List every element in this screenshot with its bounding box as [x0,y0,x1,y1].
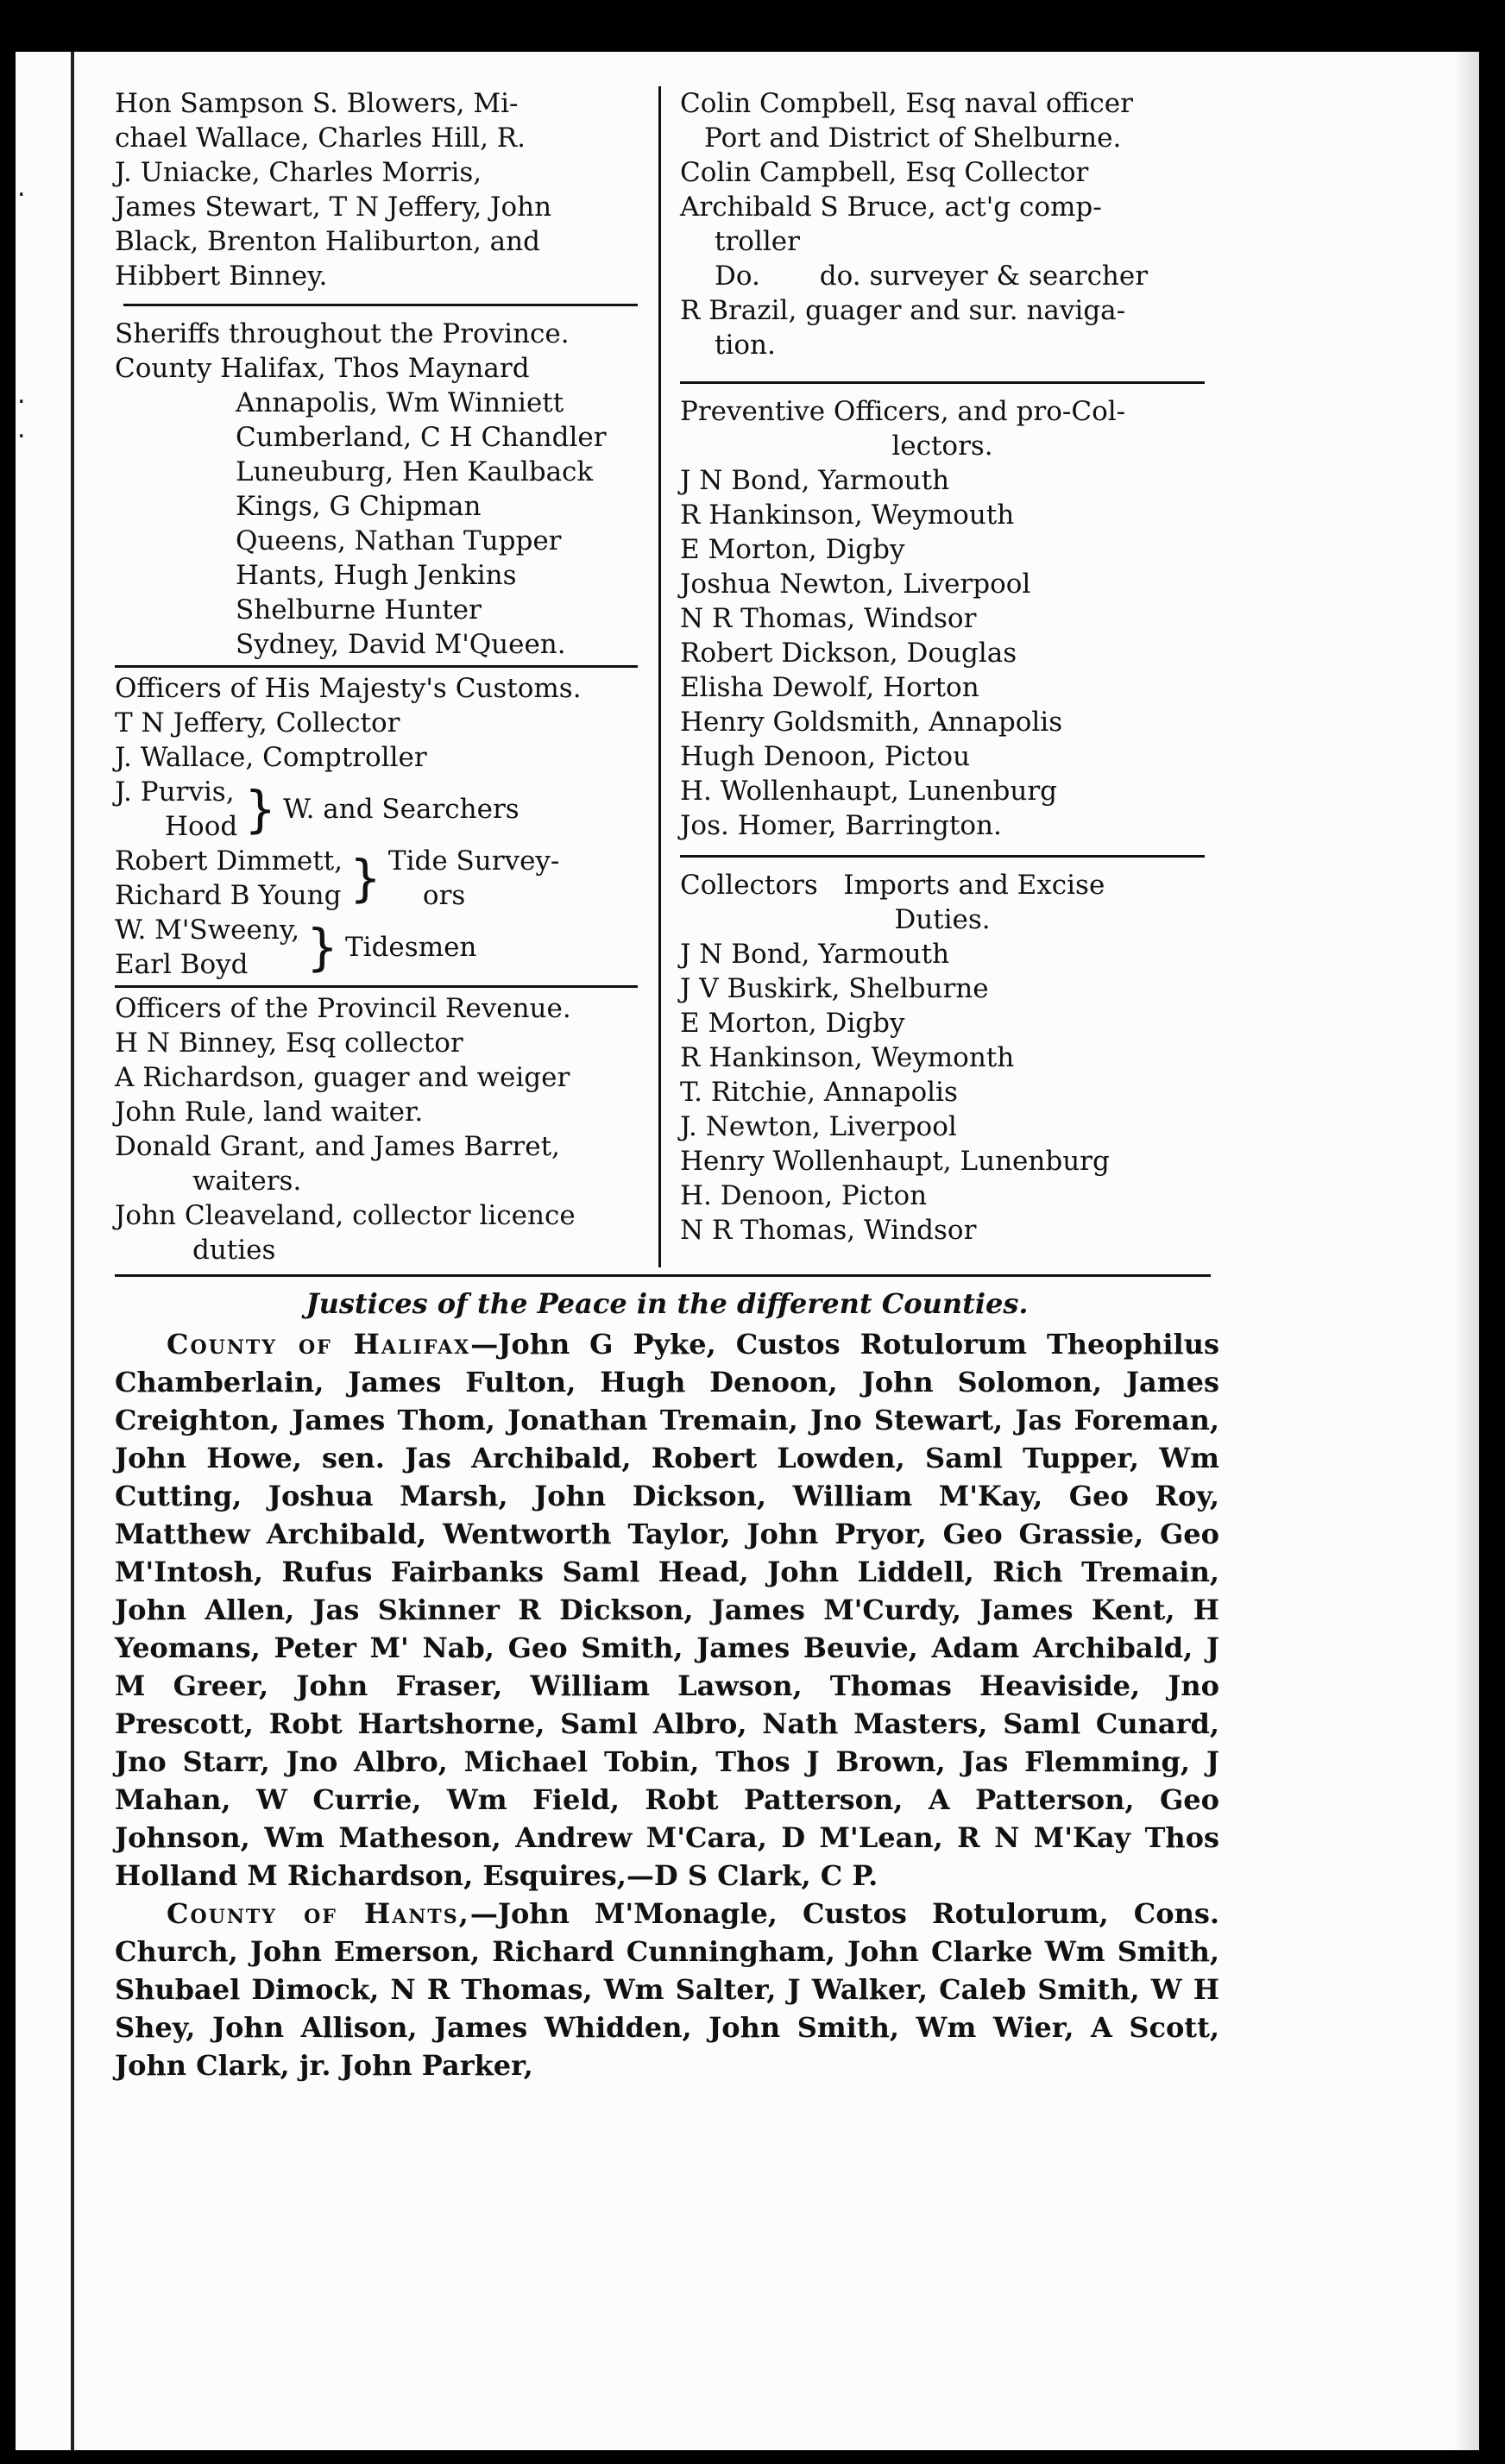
collectors-entry: E Morton, Digby [680,1008,905,1039]
collectors-entry: J. Newton, Liverpool [680,1111,957,1142]
section-divider [115,665,638,668]
preventive-entry: Hugh Denoon, Pictou [680,741,971,772]
customs-name: W. M'Sweeny, [115,915,300,946]
sheriff-entry: Sydney, David M'Queen. [236,629,566,660]
judges-line: Hibbert Binney. [115,261,328,292]
justices-list: —John G Pyke, Custos Rotulorum Theophilus Chamberlain, James Fulton, Hugh Denoon, John Solomon, James Creighton, James Thom, Jonathan Tremain, Jno Stewart, Jas Foreman, John Howe, sen. Jas Archibald, Robert Lowden, Saml Tupper, Wm Cutting, Joshua Marsh, John Dickson, William M'Kay, Geo Roy, Matthew Archibald, Wentworth Taylor, John Pryor, Geo Grassie, Geo M'Intosh, Rufus Fairbanks Saml Head, John Liddell, Rich Tremain, John Allen, Jas Skinner R Dickson, James M'Curdy, James Kent, H Yeomans, Peter M' Nab, Geo Smith, James Beuvie, Adam Archibald, J M Greer, John Fraser, William Lawson, Thomas Heaviside, Jno Prescott, Robt Hartshorne, Saml Albro, Nath Masters, Saml Cunard, Jno Starr, Jno Albro, Michael Tobin, Thos J Brown, Jas Flemming, J Mahan, W Currie, Wm Field, Robt Patterson, A Patterson, Geo Johnson, Wm Matheson, Andrew M'Cara, D M'Lean, R N M'Kay Thos Holland M Richardson, Esquires,—D S Clark, C P. [115,1328,1219,1892]
left-column [115,86,658,1267]
preventive-entry: Robert Dickson, Douglas [680,638,1017,669]
customs-group-names [115,844,343,913]
right-column [661,86,1205,1267]
customs-group [115,913,643,982]
provincial-entry: A Richardson, guager and weiger [115,1062,570,1093]
judges-line: Hon Sampson S. Blowers, Mi- [115,88,519,119]
brace-icon: } [244,780,277,839]
provincial-entry: Donald Grant, and James Barret, [115,1131,560,1162]
justices-list: —John M'Monagle, Custos Rotulorum, Cons. Church, John Emerson, Richard Cunningham, John Clarke Wm Smith, Shubael Dimock, N R Thomas, Wm Salter, J Walker, Caleb Smith, W H Shey, John Allison, James Whidden, John Smith, Wm Wier, A Scott, John Clark, jr. John Parker, [115,1897,1219,2082]
shelburne-entry: Archibald S Bruce, act'g comp- [680,192,1102,223]
shelburne-entry: Do. do. surveyer & searcher [715,261,1149,292]
preventive-entry: H. Wollenhaupt, Lunenburg [680,776,1058,807]
collectors-heading: Collectors Imports and Excise [680,870,1105,901]
customs-block [115,671,643,982]
customs-name: Hood [165,811,238,842]
preventive-entry: Henry Goldsmith, Annapolis [680,707,1063,738]
page-binding-line [71,52,74,2450]
preventive-entry: Joshua Newton, Liverpool [680,569,1031,600]
sheriff-entry: Queens, Nathan Tupper [236,525,562,556]
provincial-entry: duties [192,1235,276,1266]
margin-mark: . [17,414,26,444]
preventive-entry: Elisha Dewolf, Horton [680,672,979,703]
preventive-heading: Preventive Officers, and pro-Col- [680,396,1126,427]
sheriffs-heading: Sheriffs throughout the Province. [115,318,570,349]
customs-name: J. Purvis, [115,776,235,808]
customs-group [115,775,643,844]
collectors-entry: N R Thomas, Windsor [680,1215,977,1246]
preventive-entry: R Hankinson, Weymouth [680,500,1015,531]
sheriffs-block [115,317,643,662]
sheriff-entry: Hants, Hugh Jenkins [236,560,517,591]
shelburne-entry: Colin Campbell, Esq Collector [680,157,1089,188]
hants-justices-paragraph [115,1895,1219,2084]
sheriff-entry: Shelburne Hunter [236,594,482,625]
customs-role: W. and Searchers [283,794,520,825]
customs-name: Earl Boyd [115,949,249,980]
customs-role: Tide Survey- [387,845,560,877]
provincial-heading: Officers of the Provincil Revenue. [115,993,571,1024]
section-divider [680,381,1205,384]
section-divider [115,985,638,988]
page-edge-shadow [1453,52,1479,2450]
preventive-entry: N R Thomas, Windsor [680,603,977,634]
shelburne-entry: tion. [715,330,776,361]
preventive-block [680,394,1205,843]
customs-entry: J. Wallace, Comptroller [115,742,427,773]
preventive-entry: E Morton, Digby [680,534,905,565]
customs-entry: T N Jeffery, Collector [115,707,400,739]
customs-group-names [115,775,237,844]
collectors-entry: H. Denoon, Picton [680,1180,928,1211]
margin-mark: . [17,380,26,410]
collectors-heading: Duties. [894,904,991,935]
sheriff-entry: Cumberland, C H Chandler [236,422,607,453]
provincial-entry: waiters. [192,1166,302,1197]
section-divider [123,304,638,306]
customs-name: Richard B Young [115,880,342,911]
preventive-entry: Jos. Homer, Barrington. [680,810,1002,841]
document-page [16,52,1479,2450]
judges-line: James Stewart, T N Jeffery, John [115,192,552,223]
section-divider [115,1274,1211,1277]
judges-line: chael Wallace, Charles Hill, R. [115,123,526,154]
judges-line: Black, Brenton Haliburton, and [115,226,540,257]
sheriff-entry: Annapolis, Wm Winniett [236,387,564,418]
margin-mark: . [17,173,26,203]
customs-role-wrap [388,844,560,913]
customs-name: Robert Dimmett, [115,845,343,877]
section-divider [680,855,1205,858]
shelburne-entry: R Brazil, guager and sur. naviga- [680,295,1126,326]
county-label: County of Hants, [167,1897,470,1930]
sheriff-entry: Luneuburg, Hen Kaulback [236,456,594,487]
brace-icon: } [349,849,381,908]
provincial-entry: John Cleaveland, collector licence [115,1200,576,1231]
judges-block [115,86,643,293]
judges-line: J. Uniacke, Charles Morris, [115,157,482,188]
two-column-section [115,86,1219,1267]
shelburne-entry: Colin Compbell, Esq naval officer [680,88,1133,119]
collectors-entry: R Hankinson, Weymonth [680,1042,1015,1073]
sheriff-entry: Kings, G Chipman [236,491,482,522]
provincial-entry: H N Binney, Esq collector [115,1028,463,1059]
customs-role: ors [422,880,466,911]
shelburne-block [680,86,1205,362]
customs-group-names [115,913,299,982]
page-content [115,86,1219,2084]
preventive-entry: J N Bond, Yarmouth [680,465,950,496]
collectors-entry: T. Ritchie, Annapolis [680,1077,958,1108]
halifax-justices-paragraph [115,1325,1219,1895]
customs-heading: Officers of His Majesty's Customs. [115,673,582,704]
provincial-revenue-block [115,991,643,1267]
shelburne-entry: Port and District of Shelburne. [704,123,1122,154]
collectors-entry: J N Bond, Yarmouth [680,939,950,970]
sheriff-entry: County Halifax, Thos Maynard [115,353,530,384]
customs-role: Tidesmen [345,932,477,963]
county-label: County of Halifax [167,1328,471,1361]
collectors-entry: Henry Wollenhaupt, Lunenburg [680,1146,1110,1177]
preventive-heading: lectors. [891,431,993,462]
collectors-block [680,868,1205,1248]
shelburne-entry: troller [715,226,800,257]
brace-icon: } [306,918,338,977]
customs-group [115,844,643,913]
provincial-entry: John Rule, land waiter. [115,1097,424,1128]
justices-title: Justices of the Peace in the different Counties. [305,1287,1029,1320]
collectors-entry: J V Buskirk, Shelburne [680,973,989,1004]
